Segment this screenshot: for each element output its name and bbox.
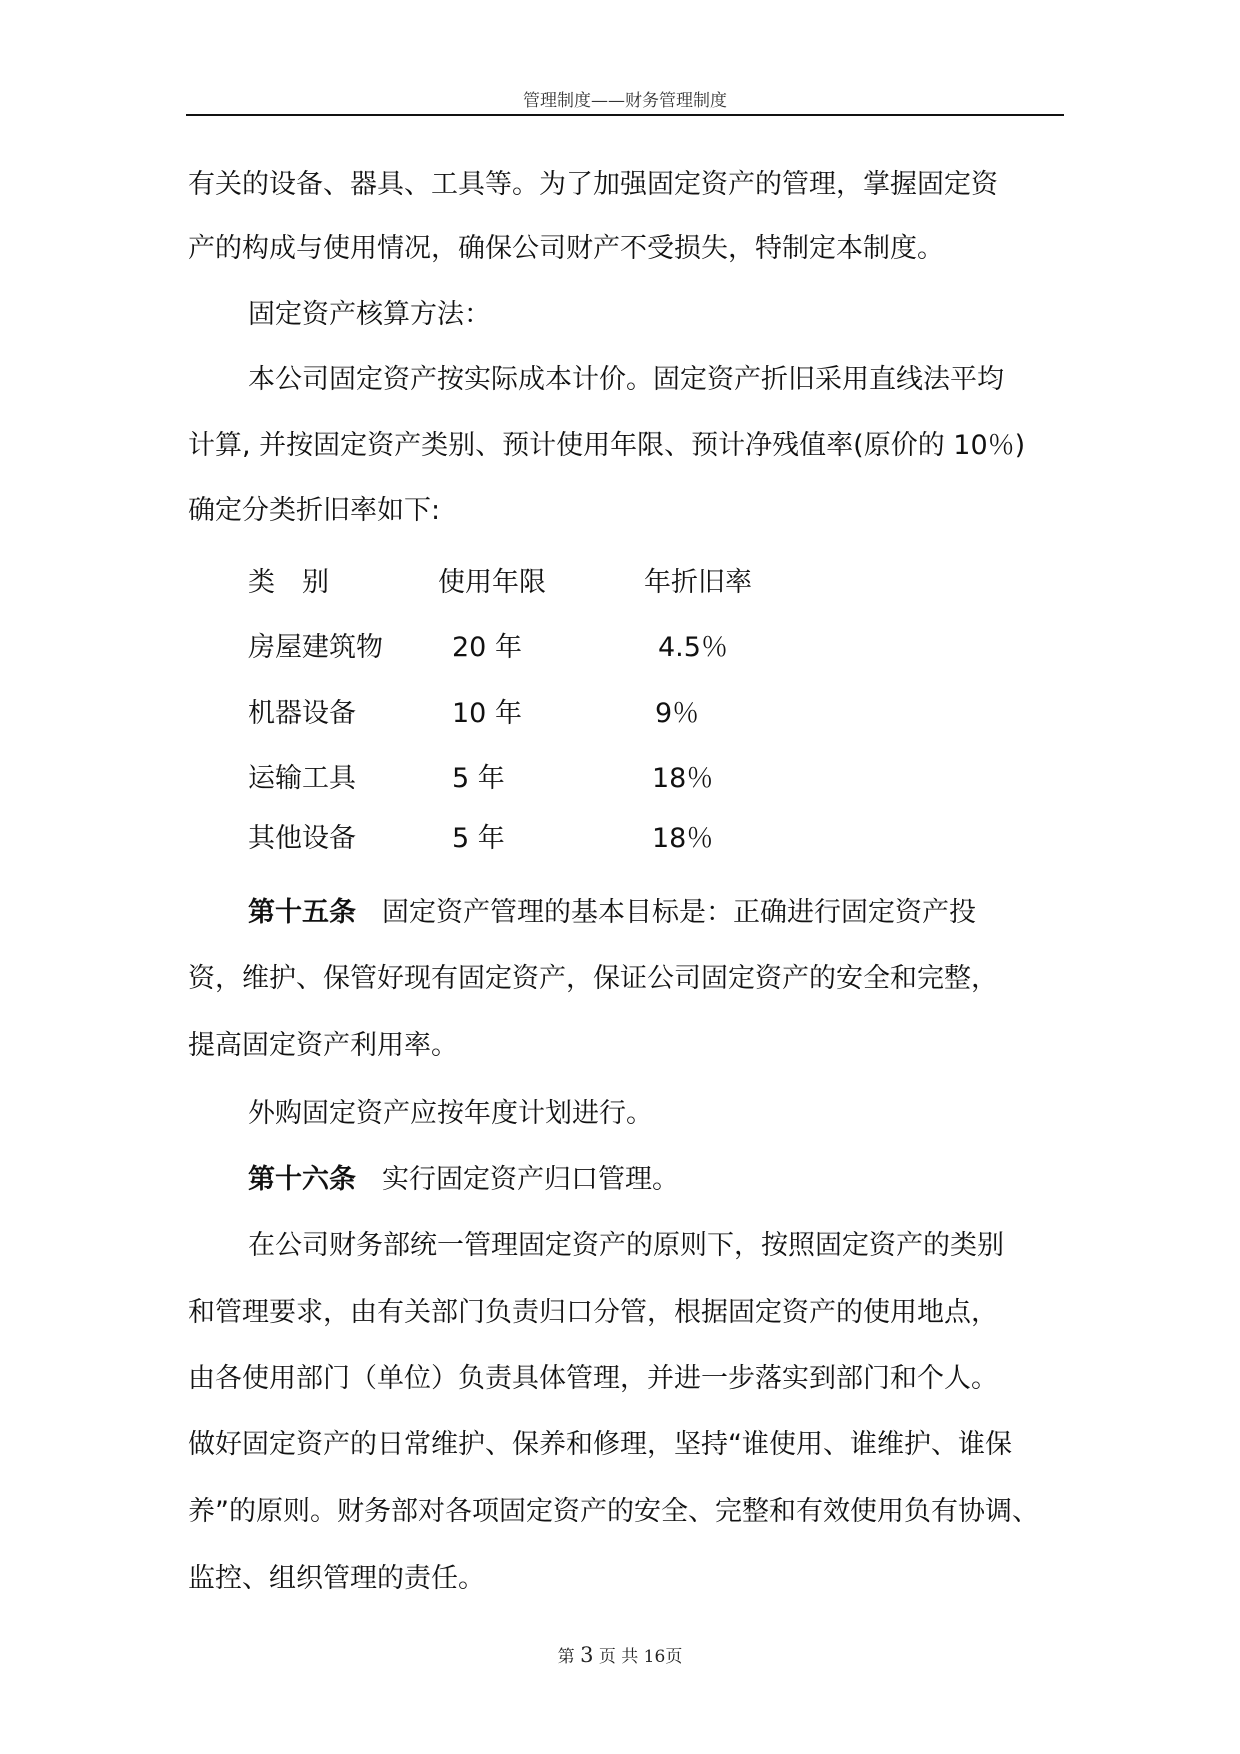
article-15-line <box>248 896 976 930</box>
paragraph-line: 外购固定资产应按年度计划进行。 <box>248 1098 653 1129</box>
table-cell: 房屋建筑物 <box>248 632 383 663</box>
paragraph-line: 计算, 并按固定资产类别、预计使用年限、预计净残值率(原价的 10％) <box>188 430 1026 461</box>
paragraph-line: 确定分类折旧率如下: <box>188 495 441 526</box>
table-cell: 10 年 <box>452 698 522 729</box>
page-header: 管理制度——财务管理制度 <box>523 91 727 111</box>
paragraph-line: 产的构成与使用情况，确保公司财产不受损失，特制定本制度。 <box>188 233 944 264</box>
table-header-category: 类 别 <box>248 567 329 598</box>
article-16-label: 第十六条 <box>248 1164 356 1195</box>
table-cell: 9％ <box>655 698 700 729</box>
table-cell: 机器设备 <box>248 698 356 729</box>
article-15-label: 第十五条 <box>248 897 356 928</box>
paragraph-line: 提高固定资产利用率。 <box>188 1030 458 1061</box>
total-pages: 16 <box>643 1647 666 1667</box>
paragraph-line: 在公司财务部统一管理固定资产的原则下，按照固定资产的类别 <box>248 1230 1004 1261</box>
paragraph-line: 资，维护、保管好现有固定资产，保证公司固定资产的安全和完整， <box>188 963 998 994</box>
table-header-years: 使用年限 <box>438 567 546 598</box>
paragraph-line: 由各使用部门（单位）负责具体管理，并进一步落实到部门和个人。 <box>188 1363 998 1394</box>
table-cell: 18％ <box>652 823 714 854</box>
paragraph-line: 有关的设备、器具、工具等。为了加强固定资产的管理，掌握固定资 <box>188 169 998 200</box>
paragraph-line: 固定资产核算方法： <box>248 299 491 330</box>
header-divider <box>186 114 1064 116</box>
article-15-text: 固定资产管理的基本目标是：正确进行固定资产投 <box>382 897 976 928</box>
table-cell: 20 年 <box>452 632 522 663</box>
paragraph-line: 养”的原则。财务部对各项固定资产的安全、完整和有效使用负有协调、 <box>188 1496 1039 1527</box>
table-cell: 5 年 <box>452 823 505 854</box>
table-cell: 4.5％ <box>658 632 728 663</box>
paragraph-line: 和管理要求，由有关部门负责归口分管，根据固定资产的使用地点， <box>188 1297 998 1328</box>
article-16-line <box>248 1163 679 1197</box>
footer-suffix: 页 <box>665 1647 683 1667</box>
paragraph-line: 本公司固定资产按实际成本计价。固定资产折旧采用直线法平均 <box>248 364 1004 395</box>
table-cell: 18％ <box>652 763 714 794</box>
current-page-number: 3 <box>580 1643 594 1667</box>
table-cell: 5 年 <box>452 763 505 794</box>
paragraph-line: 监控、组织管理的责任。 <box>188 1563 485 1594</box>
article-16-text: 实行固定资产归口管理。 <box>382 1164 679 1195</box>
page-footer <box>0 1642 1240 1667</box>
table-cell: 运输工具 <box>248 763 356 794</box>
table-header-rate: 年折旧率 <box>644 567 752 598</box>
footer-prefix: 第 <box>557 1647 575 1667</box>
table-cell: 其他设备 <box>248 823 356 854</box>
paragraph-line: 做好固定资产的日常维护、保养和修理，坚持“谁使用、谁维护、谁保 <box>188 1429 1012 1460</box>
footer-middle: 页 共 <box>598 1647 639 1667</box>
